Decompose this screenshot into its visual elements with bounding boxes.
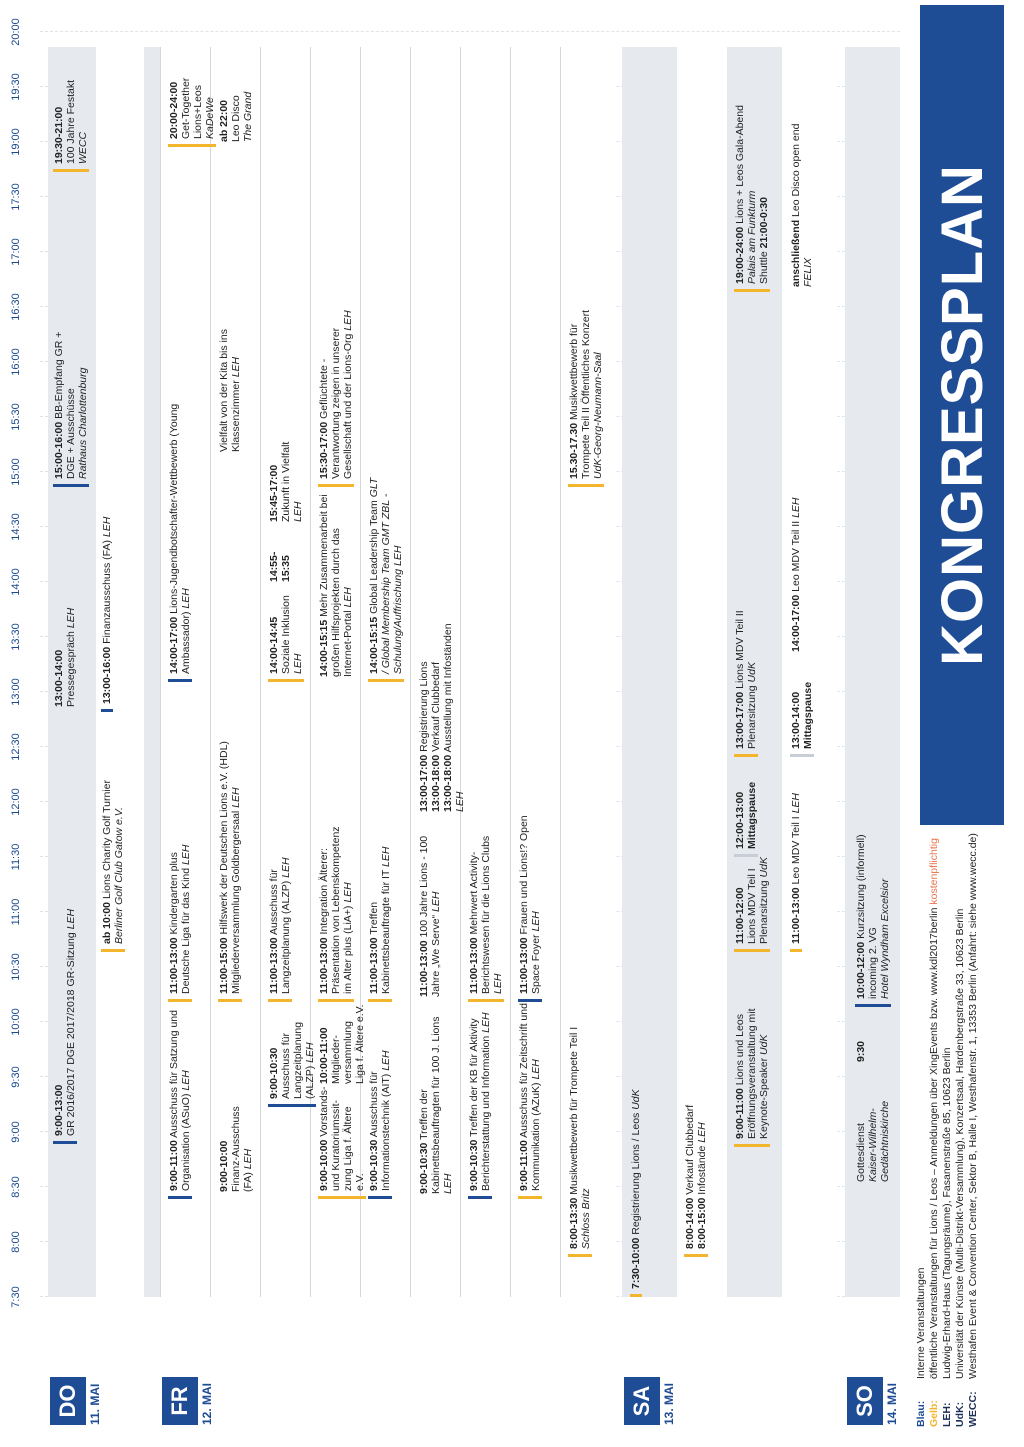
event-vorstandssitzung: 9:00-10:00 Vorstands- und Kuratoriumssit- zung Liga f. Ältere e.V. (318, 1086, 366, 1199)
event-kurzsitzung: 10:00-12:00 Kurzsitzung (informell) incoming 2. VG Hotel Wyndham Excelsior (855, 819, 891, 1007)
event-get-together: 20:00-24:00 Get-Together Lions+Leos KaDeWe (168, 49, 216, 147)
event-gefluechtete: 15:30-17:00 Geflüchtete - Verantwortung zeigen in unserer Gesellschaft und der Lions-Org LEH (318, 309, 354, 487)
event-registrierung-fr: 13:00-17:00 Registrierung Lions 13:00-18:00 Verkauf Clubbedarf 13:00-18:00 Ausstellung mit Infoständen LEH (418, 623, 466, 812)
event-zukunft-vielfalt: 15:45-17:00 Zukunft in Vielfalt LEH (268, 441, 304, 522)
time-tick: 14:00 (10, 568, 22, 596)
time-tick: 11:30 (10, 843, 22, 871)
event-leo-disco-fr: ab 22:00 Leo Disco The Grand (218, 91, 254, 142)
grid-line (40, 31, 900, 32)
event-mdv-2: 13:00-17:00 Lions MDV Teil II Plenarsitzung UdK (734, 549, 758, 757)
row-so (845, 47, 900, 1297)
event-jugendbotschafter: 14:00-17:00 Lions-Jugendbotschafter-Wettbewerb (Young Ambassador) LEH (168, 344, 192, 682)
time-tick: 20:00 (10, 18, 22, 46)
event-gala-abend: 19:00-24:00 Lions + Leos Gala-Abend Palais am Funkturm Shuttle 21:00-0:30 (734, 49, 770, 292)
event-finanz-ausschuss: 9:00-10:00 Finanz-Ausschuss (FA) LEH (218, 1106, 254, 1192)
event-100-jahre-we-serve: 11:00-13:00 100 Jahre Lions - 100 Jahre „We Serve“ LEH (418, 835, 442, 997)
time-tick: 17:00 (10, 238, 22, 266)
event-frauen-lions: 11:00-13:00 Frauen und Lions!? Open Space Foyer LEH (518, 814, 542, 1002)
event-registrierung-sa: 7:30-10:00 Registrierung Lions / Leos UdK (630, 1059, 642, 1297)
legend-blau: Blau:Interne Veranstaltungen (915, 1267, 927, 1427)
legend-leh: LEH:Ludwig-Erhard-Haus (Tagungsräume), Fasanenstraße 85, 10623 Berlin (941, 1047, 953, 1427)
event-asuo: 9:00-11:00 Ausschuss für Satzung und Organisation (ASuO) LEH (168, 1001, 192, 1199)
event-alzp-2: 11:00-13:00 Ausschuss für Langzeitplanung (ALZP) LEH (268, 814, 292, 1002)
event-kb-100j: 9:00-10:30 Treffen der Kabinettsbeauftragten für 100 J. Lions LEH (418, 1016, 454, 1194)
event-alzp-1: 9:00-10:30 Ausschuss für Langzeitplanung (ALZP) LEH (268, 1004, 316, 1107)
event-leo-mdv-1: 11:00-13:00 Leo MDV Teil I LEH (790, 754, 802, 952)
time-tick: 12:00 (10, 788, 22, 816)
day-label-sa: SA 13. MAI (624, 1315, 676, 1425)
event-mittagspause-2: 13:00-14:00 Mittagspause (790, 649, 814, 757)
event-azuk: 9:00-11:00 Ausschuss für Zeitschrift und Kommunikation (AZuK) LEH (518, 1001, 542, 1199)
event-integration-aelterer: 11:00-13:00 Integration Älterer: Präsentation von Lebenskompetenz im Alter plus (LiA+) LEH (318, 814, 354, 1002)
event-trompete-2: 15.30-17.30 Musikwettbewerb für Trompete Teil II Öffentliches Konzert UdK-Georg-Neumann-Saal (568, 279, 604, 487)
event-mittagspause-1: 12:00-13:00 Mittagspause (734, 749, 758, 857)
event-kb-activity: 9:00-10:30 Treffen der KB für Aktivity Berichterstattung und Information LEH (468, 1001, 492, 1199)
event-bb-empfang: 15:00-16:00 BB-Empfang GR + DGE + Ausschüsse Rathaus Charlottenburg (53, 329, 89, 487)
event-leo-disco-sa: anschließend Leo Disco open end FELIX (790, 123, 814, 287)
event-leo-mdv-2: 14:00-17:00 Leo MDV Teil II LEH (790, 497, 802, 652)
event-hdl: 11:00-15:00 Hilfswerk der Deutschen Lions e.V. (HDL) Mitgliederversammlung Goldbergersaal LEH (218, 674, 242, 1002)
time-tick: 9:00 (10, 1121, 22, 1143)
event-kindergarten: 11:00-13:00 Kindergarten plus Deutsche Liga für das Kind LEH (168, 814, 192, 1002)
event-gottesdienst-time: 9:30 (855, 1040, 867, 1062)
time-tick: 17:30 (10, 183, 22, 211)
event-global-leadership: 14:00-15:15 Global Leadership Team GLT / Global Membership Team GMT ZBL - Schulung/Auffrischung LEH (368, 474, 404, 682)
time-tick: 16:30 (10, 293, 22, 321)
time-tick: 8:30 (10, 1176, 22, 1198)
event-mitgliederversammlung-liga: 10:00-11:00 Mitglieder- versammlung Liga f. Ältere e.V. (318, 1004, 366, 1084)
time-tick: 19:00 (10, 128, 22, 156)
event-eroeffnung: 9:00-11:00 Lions und Leos Eröffnungsveranstaltung mit Keynote-Speaker UdK (734, 989, 770, 1147)
page-title: KONGRESSPLAN (920, 5, 1004, 825)
event-festakt: 19:30-21:00 100 Jahre Festakt WECC (53, 49, 89, 172)
row-sa (622, 47, 837, 1297)
time-tick: 13:00 (10, 678, 22, 706)
day-label-so: SO 14. MAI (847, 1315, 899, 1425)
time-tick: 11:00 (10, 898, 22, 926)
time-tick: 14:30 (10, 513, 22, 541)
row-fr (160, 47, 615, 1297)
legend-udk: UdK:Universität der Künste (Multi-Distrikt-Versammlung), Konzertsaal, Hardenbergstraße 33, 10623 Berlin (954, 908, 966, 1427)
time-axis (10, 18, 36, 1308)
event-trompete-1: 8:00-13:30 Musikwettbewerb für Trompete Teil I Schloss Britz (568, 709, 592, 1257)
event-mdv-1: 11:00-12:00 Lions MDV Teil I Plenarsitzung UdK (734, 844, 770, 952)
event-gr-sitzung: 9:00-13:00 GR 2016/2017 DGE 2017/2018 GR-Sitzung LEH (53, 706, 77, 1144)
legend-wecc: WECC:Westhafen Event & Convention Center, Sektor B, Halle I, Westhafenstr. 1, 13353 Berlin (Anfahrt: siehe www.wecc.de) (967, 833, 979, 1427)
event-golf-turnier: ab 10:00 Lions Charity Golf Turnier Berliner Golf Club Gatow e.V. (101, 704, 125, 952)
event-1455: 14:55-15:35 (268, 551, 292, 582)
time-tick: 15:30 (10, 403, 22, 431)
time-tick: 15:00 (10, 458, 22, 486)
event-it-treffen: 11:00-13:00 Treffen Kabinettsbeauftragte für IT LEH (368, 814, 392, 1002)
time-tick: 19:30 (10, 73, 22, 101)
time-tick: 10:00 (10, 1008, 22, 1036)
day-label-do: DO 11. MAI (50, 1315, 102, 1425)
time-tick: 13:30 (10, 623, 22, 651)
event-soziale-inklusion: 14:00-14:45 Soziale Inklusion LEH (268, 584, 304, 682)
time-tick: 12:30 (10, 733, 22, 761)
event-clubbedarf-sa: 8:00-14:00 Verkauf Clubbedarf 8:00-15:00 Infostände LEH (684, 1049, 708, 1257)
legend-gelb: Gelb:öffentliche Veranstaltungen für Lions / Leos – Anmeldungen über XingEvents bzw. www.kdl2017berlin kostenpflichtig (928, 838, 940, 1427)
event-pressegespraech: 13:00-14:00 Pressegespräch LEH (53, 607, 77, 707)
time-tick: 10:30 (10, 953, 22, 981)
time-tick: 16:00 (10, 348, 22, 376)
event-gottesdienst: Gottesdienst Kaiser-Wilhelm-Gedächtniskirche (855, 1100, 891, 1182)
event-activity-berichtswesen: 11:00-13:00 Mehrwert Activity-Berichtswesen für die Lions Clubs LEH (468, 814, 504, 1002)
legend (915, 833, 980, 1427)
time-tick: 8:00 (10, 1231, 22, 1253)
event-vielfalt-kita: Vielfalt von der Kita bis ins Klassenzimmer LEH (218, 329, 242, 452)
time-tick: 7:30 (10, 1286, 22, 1308)
event-zusammenarbeit: 14:00-15:15 Mehr Zusammenarbeit bei großen Hilfsprojekten durch das Internet-Portal LEH (318, 494, 354, 677)
event-ait: 9:00-10:30 Ausschuss für Informationstechnik (AIT) LEH (368, 1001, 392, 1199)
time-tick: 9:30 (10, 1066, 22, 1088)
day-label-fr: FR 12. MAI (162, 1315, 214, 1425)
event-finanzausschuss: 13:00-16:00 Finanzausschuss (FA) LEH (101, 319, 113, 712)
